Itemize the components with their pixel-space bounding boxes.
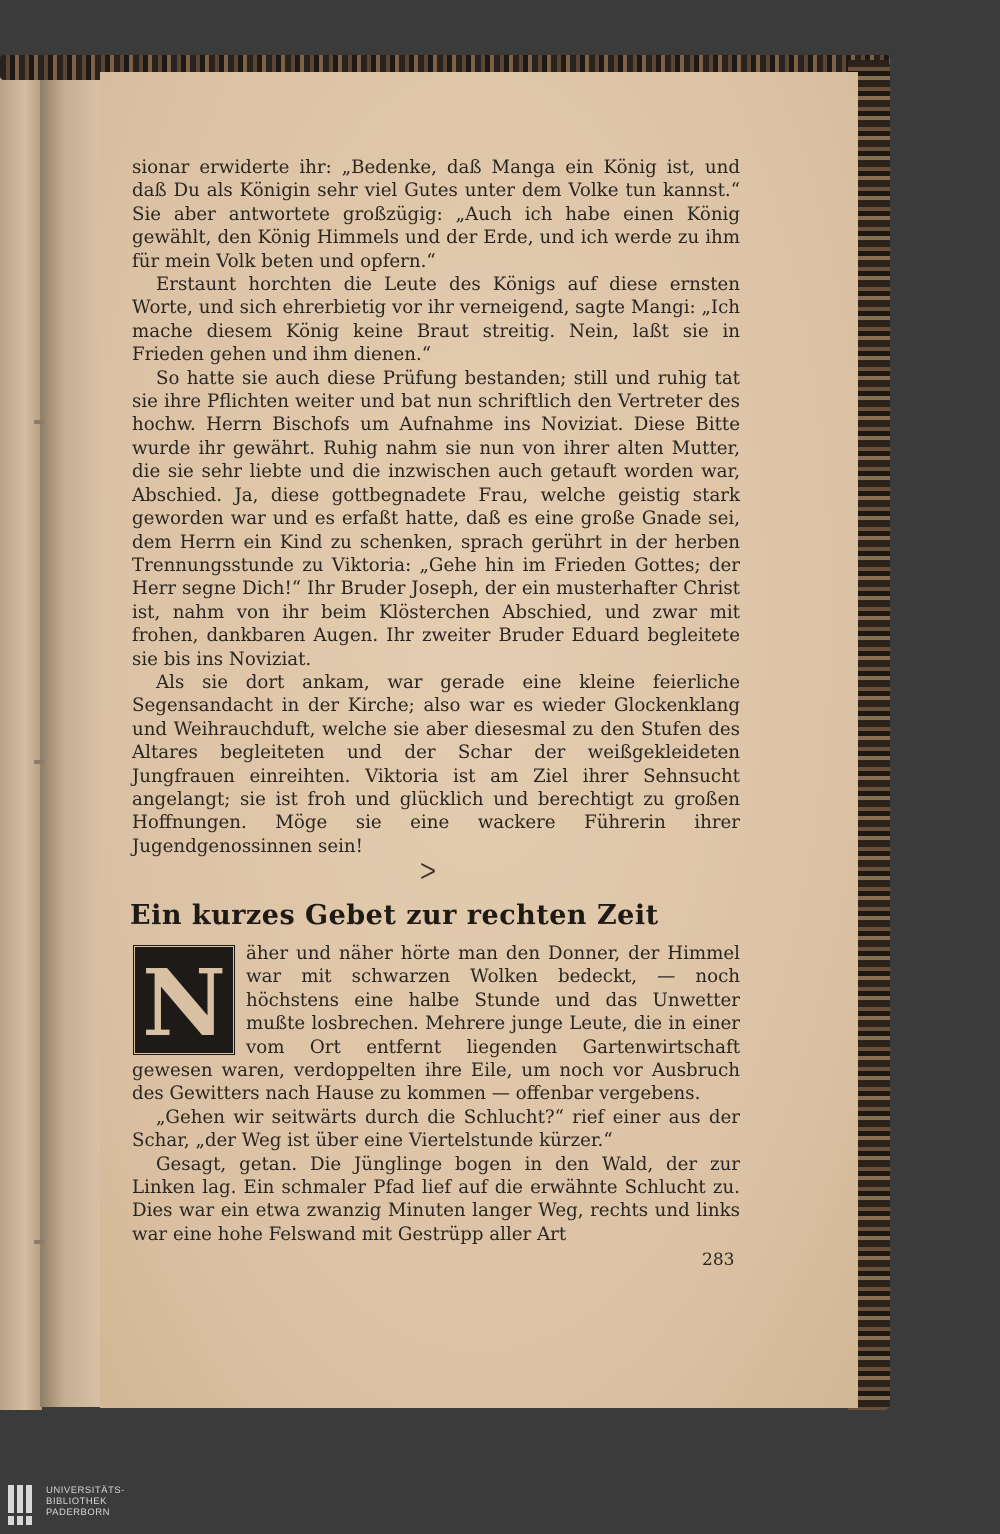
paragraph: äher und näher hörte man den Donner, der Himmel war mit schwarzen Wolken bedeckt, — noch höchstens eine halbe Stunde und das Unwetter mußte losbrechen. Mehrere junge Leute, die in einer vom Ort entfernt liegenden Gartenwirtschaft gewesen waren, verdoppelten ihre Eile, um noch vor Ausbruch des Gewitters nach Hause zu kommen — offenbar vergebens. <box>132 943 740 1105</box>
binding-stitch <box>34 420 44 424</box>
logo-line: PADERBORN <box>46 1507 110 1518</box>
paragraph: Gesagt, getan. Die Jünglinge bogen in den Wald, der zur Linken lag. Ein schmaler Pfad lief auf die erwähnte Schlucht zu. Dies war ein etwa zwanzig Minuten langer Weg, rechts und links war eine hohe Felswand mit Gestrüpp aller Art <box>132 1153 740 1245</box>
paragraph: Als sie dort ankam, war gerade eine kleine feierliche Segensandacht in der Kirche; also war es wieder Glockenklang und Weihrauchduft, welche sie aber diesesmal zu den Stufen des Altares begleiteten und der Schar der weißgekleideten Jungfrauen einreihten. Viktoria ist am Ziel ihrer Sehnsucht angelangt; sie ist froh und glücklich und berechtigt zu großen Hoffnungen. Möge sie eine wackere Führerin ihrer Jugendgenossinnen sein! <box>132 671 740 857</box>
body-text <box>132 156 740 858</box>
section-ornament: ᐳ <box>420 860 437 885</box>
library-logo-icon <box>6 1483 40 1527</box>
book-page <box>100 72 858 1408</box>
paragraph: „Gehen wir seitwärts durch die Schlucht?“ rief einer aus der Schar, „der Weg ist über eine Viertelstunde kürzer.“ <box>132 1106 740 1152</box>
logo-line: BIBLIOTHEK <box>46 1496 107 1507</box>
decorative-initial: N <box>132 944 236 1056</box>
page-number: 283 <box>702 1250 735 1270</box>
binding-stitch <box>34 760 44 764</box>
library-logo <box>6 1483 166 1527</box>
paragraph: So hatte sie auch diese Prüfung bestanden; still und ruhig tat sie ihre Pflichten weiter und bat nun schriftlich den Vertreter des hochw. Herrn Bischofs um Aufnahme ins Noviziat. Diese Bitte wurde ihr gewährt. Ruhig nahm sie nun von ihrer alten Mutter, die sie sehr liebte und die inzwischen auch getauft worden war, Abschied. Ja, diese gottbegnadete Frau, welche geistig stark geworden war und es erfaßt hatte, daß es eine große Gnade sei, dem Herrn ein Kind zu schenken, sprach gerührt in der herben Trennungsstunde zu Viktoria: „Gehe hin im Frieden Gottes; der Herr segne Dich!“ Ihr Bruder Joseph, der ein musterhafter Christ ist, nahm von ihr beim Klösterchen Abschied, und zwar mit frohen, dankbaren Augen. Ihr zweiter Bruder Eduard begleitete sie bis ins Noviziat. <box>132 367 740 670</box>
paragraph: sionar erwiderte ihr: „Bedenke, daß Manga ein König ist, und daß Du als Königin sehr viel Gutes unter dem Volke tun kannst.“ Sie aber antwortete großzügig: „Auch ich habe einen König gewählt, den König Himmels und der Erde, und ich werde zu ihm für mein Volk beten und opfern.“ <box>132 157 740 272</box>
section-text <box>132 942 740 1246</box>
library-logo-text <box>46 1485 156 1518</box>
paragraph: Erstaunt horchten die Leute des Königs auf diese ernsten Worte, und sich ehrerbietig vor ihr verneigend, sagte Mangi: „Ich mache diesem König keine Braut streitig. Nein, laßt sie in Frieden gehen und ihm dienen.“ <box>132 274 740 366</box>
left-page-edge <box>0 70 42 1410</box>
section-heading: Ein kurzes Gebet zur rechten Zeit <box>130 900 659 931</box>
binding-stitch <box>34 1240 44 1244</box>
logo-line: UNIVERSITÄTS- <box>46 1485 125 1496</box>
